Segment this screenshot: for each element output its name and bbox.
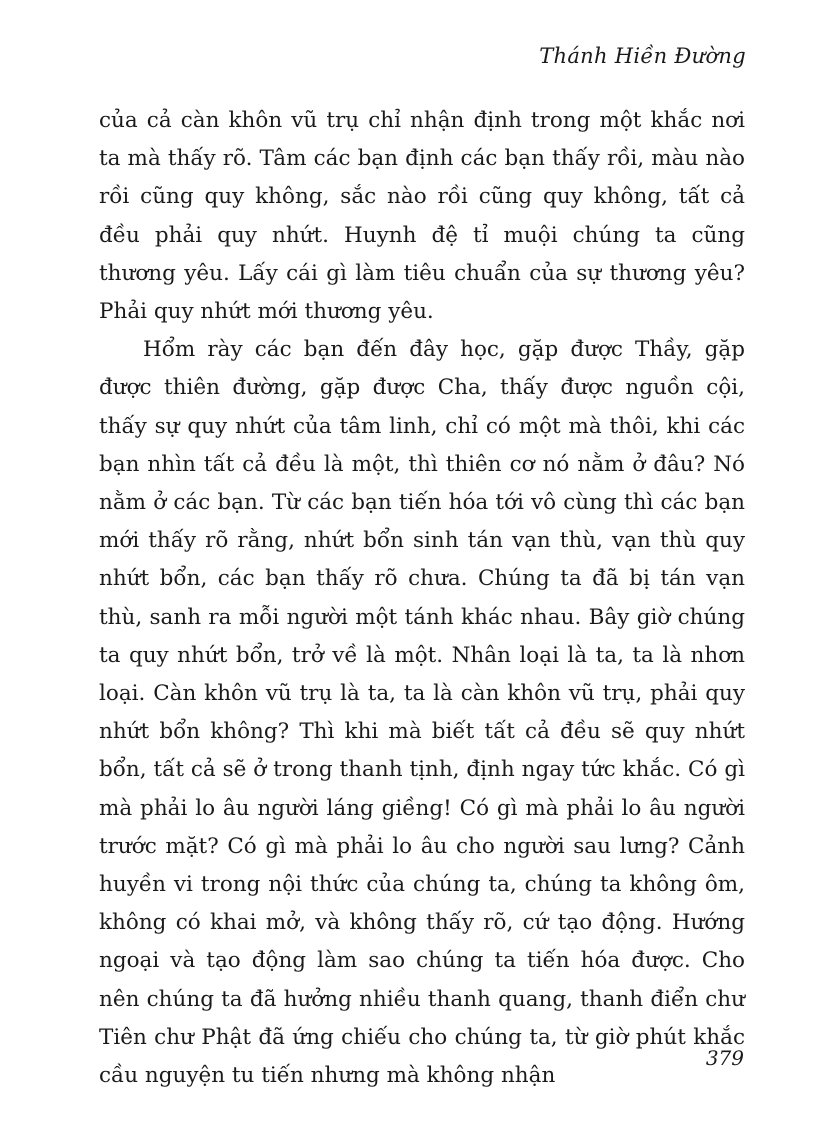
- body-text: [99, 102, 745, 1095]
- paragraph-continued: của cả càn khôn vũ trụ chỉ nhận định trong một khắc nơi ta mà thấy rõ. Tâm các bạn định các bạn thấy rồi, màu nào rồi cũng quy không, sắc nào rồi cũng quy không, tất cả đều phải quy nhứt. Huynh đệ tỉ muội chúng ta cũng thương yêu. Lấy cái gì làm tiêu chuẩn của sự thương yêu? Phải quy nhứt mới thương yêu.: [99, 108, 745, 325]
- page-number: 379: [705, 1046, 744, 1070]
- paragraph: Hổm rày các bạn đến đây học, gặp được Thầy, gặp được thiên đường, gặp được Cha, thấy được nguồn cội, thấy sự quy nhứt của tâm linh, chỉ có một mà thôi, khi các bạn nhìn tất cả đều là một, thì thiên cơ nó nằm ở đâu? Nó nằm ở các bạn. Từ các bạn tiến hóa tới vô cùng thì các bạn mới thấy rõ rằng, nhứt bổn sinh tán vạn thù, vạn thù quy nhứt bổn, các bạn thấy rõ chưa. Chúng ta đã bị tán vạn thù, sanh ra mỗi người một tánh khác nhau. Bây giờ chúng ta quy nhứt bổn, trở về là một. Nhân loại là ta, ta là nhơn loại. Càn khôn vũ trụ là ta, ta là càn khôn vũ trụ, phải quy nhứt bổn không? Thì khi mà biết tất cả đều sẽ quy nhứt bổn, tất cả sẽ ở trong thanh tịnh, định ngay tức khắc. Có gì mà phải lo âu người láng giềng! Có gì mà phải lo âu người trước mặt? Có gì mà phải lo âu cho người sau lưng? Cảnh huyền vi trong nội thức của chúng ta, chúng ta không ôm, không có khai mở, và không thấy rõ, cứ tạo động. Hướng ngoại và tạo động làm sao chúng ta tiến hóa được. Cho nên chúng ta đã hưởng nhiều thanh quang, thanh điển chư Tiên chư Phật đã ứng chiếu cho chúng ta, từ giờ phút khắc cầu nguyện tu tiến nhưng mà không nhận: [99, 337, 745, 1089]
- running-header-title: Thánh Hiền Đường: [539, 44, 746, 68]
